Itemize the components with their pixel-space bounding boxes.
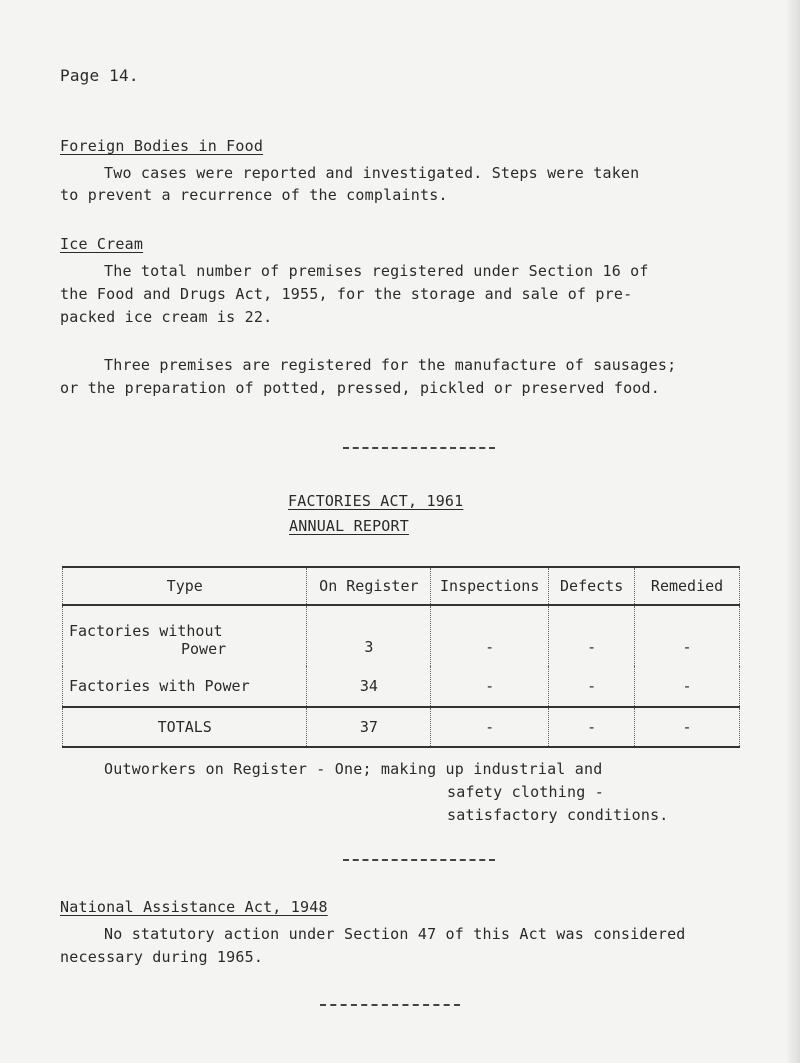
factories-subheading: ANNUAL REPORT bbox=[289, 517, 409, 535]
outworkers-line-1: Outworkers on Register - One; making up industrial and bbox=[104, 760, 603, 778]
national-assistance-heading: National Assistance Act, 1948 bbox=[60, 898, 328, 916]
national-assistance-line-1: No statutory action under Section 47 of this Act was considered bbox=[104, 925, 686, 943]
column-header-defects: Defects bbox=[549, 567, 635, 605]
row-inspections-cell: - bbox=[431, 605, 549, 666]
column-header-on-register: On Register bbox=[307, 567, 431, 605]
ice-cream-p2-line-2: or the preparation of potted, pressed, pickled or preserved food. bbox=[60, 379, 660, 397]
column-header-remedied: Remedied bbox=[635, 567, 740, 605]
section-divider bbox=[343, 447, 495, 449]
totals-row bbox=[63, 707, 740, 747]
foreign-bodies-line-2: to prevent a recurrence of the complaints. bbox=[60, 186, 448, 204]
table-row bbox=[63, 666, 740, 707]
totals-remedied: - bbox=[635, 707, 740, 747]
factories-table bbox=[62, 566, 740, 748]
ice-cream-p2-line-1: Three premises are registered for the manufacture of sausages; bbox=[104, 356, 677, 374]
outworkers-line-2: safety clothing - bbox=[447, 783, 604, 801]
row-defects-cell: - bbox=[549, 605, 635, 666]
foreign-bodies-heading: Foreign Bodies in Food bbox=[60, 137, 264, 155]
ice-cream-p1-line-2: the Food and Drugs Act, 1955, for the storage and sale of pre- bbox=[60, 285, 633, 303]
totals-label: TOTALS bbox=[63, 707, 307, 747]
column-header-inspections: Inspections bbox=[431, 567, 549, 605]
page-number: Page 14. bbox=[60, 66, 139, 85]
section-divider bbox=[320, 1004, 460, 1006]
row-remedied-cell: - bbox=[635, 605, 740, 666]
factories-heading: FACTORIES ACT, 1961 bbox=[288, 492, 464, 510]
table-header-row bbox=[63, 567, 740, 605]
row-defects-cell: - bbox=[549, 666, 635, 707]
row-remedied-cell: - bbox=[635, 666, 740, 707]
section-divider bbox=[343, 859, 495, 861]
foreign-bodies-line-1: Two cases were reported and investigated. Steps were taken bbox=[104, 164, 640, 182]
row-type-line-2: Power bbox=[181, 640, 227, 658]
row-type-cell: Factories with Power bbox=[63, 666, 307, 707]
ice-cream-p1-line-1: The total number of premises registered under Section 16 of bbox=[104, 262, 649, 280]
national-assistance-line-2: necessary during 1965. bbox=[60, 948, 264, 966]
totals-defects: - bbox=[549, 707, 635, 747]
ice-cream-p1-line-3: packed ice cream is 22. bbox=[60, 308, 273, 326]
row-inspections-cell: - bbox=[431, 666, 549, 707]
ice-cream-heading: Ice Cream bbox=[60, 235, 144, 253]
row-type-cell bbox=[63, 605, 307, 666]
page-edge-shadow bbox=[786, 0, 800, 1063]
column-header-type: Type bbox=[63, 567, 307, 605]
totals-register: 37 bbox=[307, 707, 431, 747]
table-row bbox=[63, 605, 740, 666]
row-register-cell: 34 bbox=[307, 666, 431, 707]
row-register-cell: 3 bbox=[307, 605, 431, 666]
row-type-line-1: Factories without bbox=[69, 622, 223, 640]
outworkers-line-3: satisfactory conditions. bbox=[447, 806, 669, 824]
totals-inspections: - bbox=[431, 707, 549, 747]
